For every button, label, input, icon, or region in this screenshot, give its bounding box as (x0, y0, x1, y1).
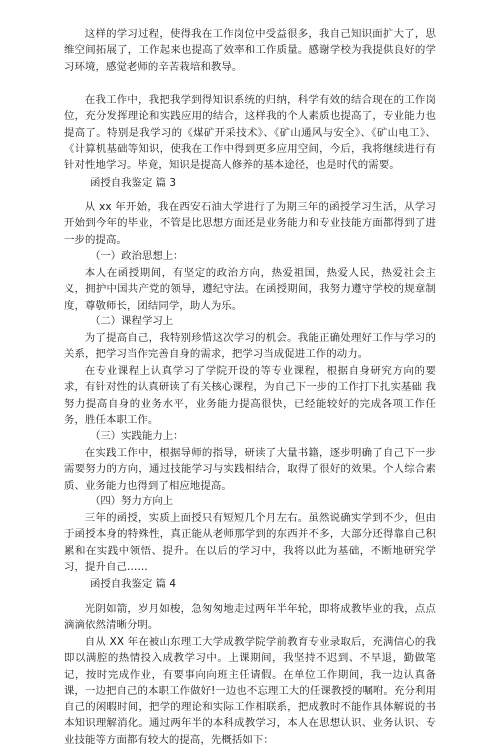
subsection-label-practice: （三）实践能力上： (90, 430, 184, 442)
paragraph-2: 在我工作中，我把我学到得知识系统的归纳，科学有效的结合现在的工作岗位，充分发挥理论和实践应用的结合，这样我的个人素质也提高了，专业能力也提高了。特别是我学习的《煤矿开采技术》、《矿山通风与安全》、《矿山电工》、《计算机基础等知识，使我在工作中得到更多应用空间，今后，我将继续进行有针对性地学习。毕竟，知识是提高人修养的基本途径，也是时代的需要。 (64, 94, 436, 172)
subsection-text-practice: 在实践工作中，根据导师的指导，研读了大量书籍，逐步明确了自己下一步需要努力的方向，通过技能学习与实践相结合，取得了很好的效果。个人综合素质、业务能力也得到了相应地提高。 (64, 447, 436, 492)
subsection-label-courses: （二）课程学习上 (90, 315, 174, 327)
subsection-text-direction: 三年的函授，实质上面授只有短短几个月左右。虽然说确实学到不少，但由于函授本身的特殊性，真正能从老师那学到的东西并不多，大部分还得靠自己积累和在实践中领悟、提升。在以后的学习中，我将以此为基础，不断地研究学习，提升自己…… (64, 512, 436, 573)
section-heading-3: 函授自我鉴定 篇 3 (90, 177, 176, 189)
subsection-text-politics: 本人在函授期间，有坚定的政治方向，热爱祖国，热爱人民，热爱社会主义，拥护中国共产党的领导，遵纪守法。在函授期间，我努力遵守学校的规章制度，尊敬师长，团结同学，助人为乐。 (64, 267, 436, 312)
subsection-label-direction: （四）努力方向上 (90, 495, 174, 507)
paragraph-1: 这样的学习过程，使得我在工作岗位中受益很多，我自己知识面扩大了，思维空间拓展了，工作起来也提高了效率和工作质量。感谢学校为我提供良好的学习环境，感觉老师的辛苦栽培和教导。 (64, 28, 436, 73)
subsection-text-courses-2: 在专业课程上认真学习了学院开设的等专业课程，根据自身研究方向的要求，有针对性的认真研读了有关核心课程，为自己下一步的工作打下扎实基础 我努力提高自身的业务水平，业务能力提高很快，已经能较好的完成各项工作任务，胜任本职工作。 (64, 365, 436, 426)
section-4-paragraph-1: 光阴如箭，岁月如梭，急匆匆地走过两年半年轮，即将成教毕业的我，点点滴滴依然清晰分明。 (64, 603, 436, 632)
section-heading-4: 函授自我鉴定 篇 4 (90, 578, 176, 590)
section-4-paragraph-2: 自从 XX 年在被山东理工大学成教学院学前教育专业录取后，充满信心的我即以满腔的热情投入成教学习中。上课期间，我坚持不迟到、不早退，勤做笔记，按时完成作业，有要事向向班主任请假。在单位工作期间，我一边认真备课，一边把自己的本职工作做好!一边也不忘理工大的任课教授的嘱咐。充分利用自己的闲暇时间，把学的理论和实际工作相联系，把成教时不能作具体解说的书本知识理解消化。通过两年半的本科成教学习，本人在思想认识、业务认识、专业技能等方面都有较大的提高，先概括如下： (64, 636, 436, 746)
section-3-intro: 从 xx 年开始，我在西安石油大学进行了为期三年的函授学习生活，从学习开始到今年的毕业，不管是比思想方面还是业务能力和专业技能方面都得到了进一步的提高。 (64, 201, 436, 246)
subsection-label-politics: （一）政治思想上： (90, 250, 184, 262)
subsection-text-courses: 为了提高自己，我特别珍惜这次学习的机会。我能正确处理好工作与学习的关系，把学习当作完善自身的需求，把学习当成促进工作的动力。 (64, 332, 436, 361)
